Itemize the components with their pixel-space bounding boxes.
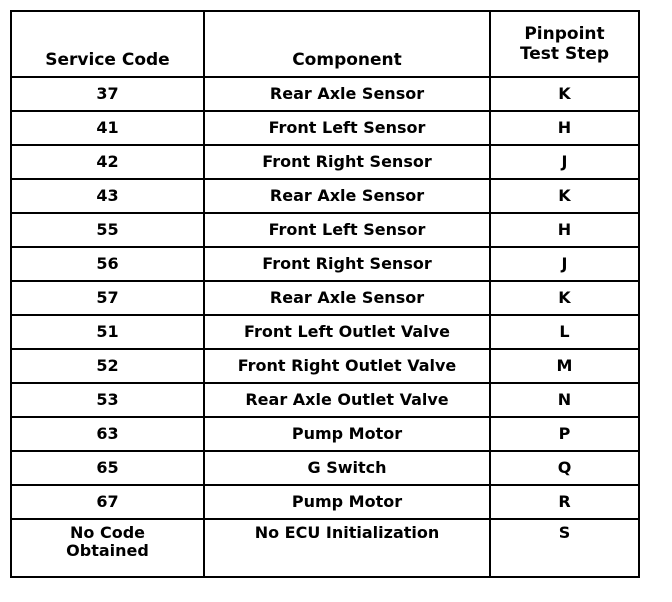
cell-component: Pump Motor xyxy=(204,485,490,519)
cell-component: Front Right Sensor xyxy=(204,145,490,179)
cell-service-code: 43 xyxy=(11,179,204,213)
cell-test-step: M xyxy=(490,349,639,383)
header-service-code: Service Code xyxy=(11,11,204,77)
cell-test-step: Q xyxy=(490,451,639,485)
table-row xyxy=(11,145,639,179)
cell-test-step: J xyxy=(490,145,639,179)
cell-test-step: K xyxy=(490,77,639,111)
cell-service-code xyxy=(11,519,204,577)
header-pinpoint-test-step xyxy=(490,11,639,77)
cell-test-step: H xyxy=(490,111,639,145)
cell-test-step: R xyxy=(490,485,639,519)
cell-component: Front Left Sensor xyxy=(204,111,490,145)
cell-test-step: H xyxy=(490,213,639,247)
table-row xyxy=(11,417,639,451)
table-row xyxy=(11,451,639,485)
cell-component: Front Left Sensor xyxy=(204,213,490,247)
table-body xyxy=(11,77,639,577)
no-code-line1: No Code xyxy=(70,523,145,542)
service-code-table-container xyxy=(10,10,638,578)
table-row xyxy=(11,111,639,145)
cell-component: Rear Axle Sensor xyxy=(204,281,490,315)
table-row xyxy=(11,213,639,247)
cell-component: Rear Axle Sensor xyxy=(204,179,490,213)
table-row xyxy=(11,179,639,213)
service-code-table xyxy=(10,10,640,578)
cell-test-step: K xyxy=(490,281,639,315)
cell-service-code: 55 xyxy=(11,213,204,247)
cell-component: Front Left Outlet Valve xyxy=(204,315,490,349)
cell-component: Front Right Outlet Valve xyxy=(204,349,490,383)
cell-test-step: S xyxy=(490,519,639,577)
header-pinpoint-line2: Test Step xyxy=(519,44,610,64)
cell-service-code: 57 xyxy=(11,281,204,315)
table-row xyxy=(11,485,639,519)
table-row xyxy=(11,77,639,111)
cell-test-step: J xyxy=(490,247,639,281)
cell-test-step: L xyxy=(490,315,639,349)
table-row xyxy=(11,349,639,383)
cell-component: G Switch xyxy=(204,451,490,485)
cell-service-code: 37 xyxy=(11,77,204,111)
header-pinpoint-line1: Pinpoint xyxy=(524,24,605,44)
table-row xyxy=(11,247,639,281)
cell-service-code: 53 xyxy=(11,383,204,417)
cell-component: Front Right Sensor xyxy=(204,247,490,281)
cell-service-code: 65 xyxy=(11,451,204,485)
cell-component: Rear Axle Sensor xyxy=(204,77,490,111)
cell-service-code: 63 xyxy=(11,417,204,451)
table-row xyxy=(11,315,639,349)
table-row-no-code xyxy=(11,519,639,577)
cell-service-code: 56 xyxy=(11,247,204,281)
cell-test-step: N xyxy=(490,383,639,417)
cell-test-step: P xyxy=(490,417,639,451)
cell-component: Pump Motor xyxy=(204,417,490,451)
cell-test-step: K xyxy=(490,179,639,213)
cell-service-code: 42 xyxy=(11,145,204,179)
cell-component: Rear Axle Outlet Valve xyxy=(204,383,490,417)
header-row xyxy=(11,11,639,77)
cell-service-code: 52 xyxy=(11,349,204,383)
cell-service-code: 67 xyxy=(11,485,204,519)
table-row xyxy=(11,383,639,417)
header-component: Component xyxy=(204,11,490,77)
no-code-line2: Obtained xyxy=(66,541,149,560)
table-row xyxy=(11,281,639,315)
cell-service-code: 51 xyxy=(11,315,204,349)
cell-service-code: 41 xyxy=(11,111,204,145)
cell-component: No ECU Initialization xyxy=(204,519,490,577)
